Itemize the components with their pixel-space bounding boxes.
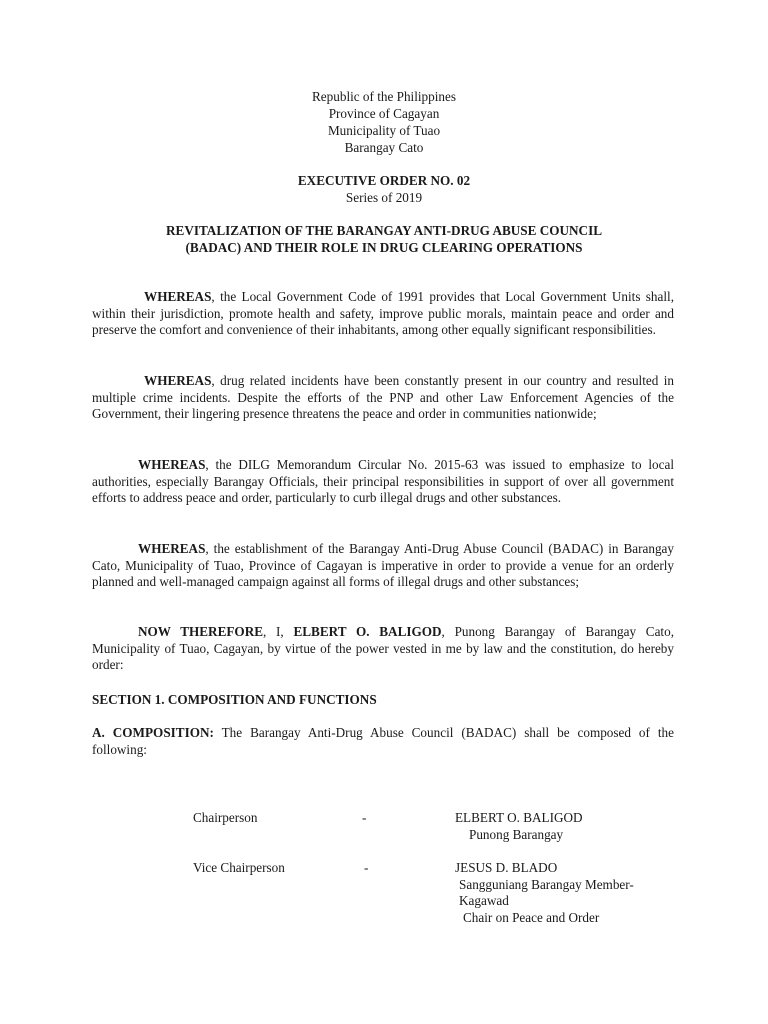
member-title: Kagawad — [459, 893, 509, 908]
paragraph-text: , the establishment of the Barangay Anti-Drug Abuse Council (BADAC) in Barangay Cato, Municipality of Tuao, Province of Cagayan is imperative in order to provide a venue for an orderly planned and well-managed campaign against all forms of illegal drugs and other substances; — [92, 541, 674, 590]
whereas-paragraph-3 — [92, 457, 674, 507]
header-municipality: Municipality of Tuao — [327, 123, 441, 138]
whereas-keyword: WHEREAS — [144, 289, 212, 304]
member-title: Punong Barangay — [469, 827, 564, 842]
member-dash: - — [362, 810, 367, 825]
member-dash: - — [364, 860, 369, 875]
whereas-keyword: WHEREAS — [138, 457, 206, 472]
member-title: Sangguniang Barangay Member- — [459, 877, 634, 892]
whereas-keyword: WHEREAS — [138, 541, 206, 556]
order-series: Series of 2019 — [345, 190, 423, 205]
whereas-keyword: WHEREAS — [144, 373, 212, 388]
punong-barangay-name: ELBERT O. BALIGOD — [293, 624, 442, 639]
whereas-paragraph-2 — [92, 373, 674, 423]
composition-text: The Barangay Anti-Drug Abuse Council (BADAC) shall be composed of the following: — [92, 725, 674, 757]
order-subject-line1: REVITALIZATION OF THE BARANGAY ANTI-DRUG ABUSE COUNCIL — [166, 223, 602, 238]
section-1-heading: SECTION 1. COMPOSITION AND FUNCTIONS — [92, 692, 377, 707]
now-therefore-paragraph — [92, 624, 674, 674]
order-subject-line2: (BADAC) AND THEIR ROLE IN DRUG CLEARING OPERATIONS — [185, 240, 583, 255]
composition-paragraph — [92, 725, 674, 758]
paragraph-text: , the Local Government Code of 1991 provides that Local Government Units shall, within their jurisdiction, promote health and safety, improve public morals, maintain peace and order and preserve the comfort and convenience of their inhabitants, among other equally significant responsibilities. — [92, 289, 674, 338]
whereas-paragraph-1 — [92, 289, 674, 339]
paragraph-text: , the DILG Memorandum Circular No. 2015-63 was issued to emphasize to local authorities, especially Barangay Officials, their principal responsibilities in support of over all government efforts to address peace and order, particularly to curb illegal drugs and other substances. — [92, 457, 674, 506]
paragraph-text: , I, — [263, 624, 294, 639]
paragraph-text: , Punong Barangay of Barangay Cato, Municipality of Tuao, Cagayan, by virtue of the power vested in me by law and the constitution, do hereby order: — [92, 624, 674, 673]
member-name: JESUS D. BLADO — [455, 860, 558, 875]
paragraph-text: , drug related incidents have been constantly present in our country and resulted in multiple crime incidents. Despite the efforts of the PNP and other Law Enforcement Agencies of the Government, their lingering presence threatens the peace and order in communities nationwide; — [92, 373, 674, 422]
header-province: Province of Cagayan — [328, 106, 440, 121]
order-title: EXECUTIVE ORDER NO. 02 — [297, 173, 471, 188]
whereas-paragraph-4 — [92, 541, 674, 591]
member-title: Chair on Peace and Order — [463, 910, 600, 925]
composition-label: A. COMPOSITION: — [92, 725, 214, 740]
header-barangay: Barangay Cato — [344, 140, 424, 155]
member-role: Vice Chairperson — [193, 860, 285, 875]
member-role: Chairperson — [193, 810, 258, 825]
member-name: ELBERT O. BALIGOD — [455, 810, 583, 825]
now-therefore-keyword: NOW THEREFORE — [138, 624, 264, 639]
header-country: Republic of the Philippines — [312, 89, 456, 104]
